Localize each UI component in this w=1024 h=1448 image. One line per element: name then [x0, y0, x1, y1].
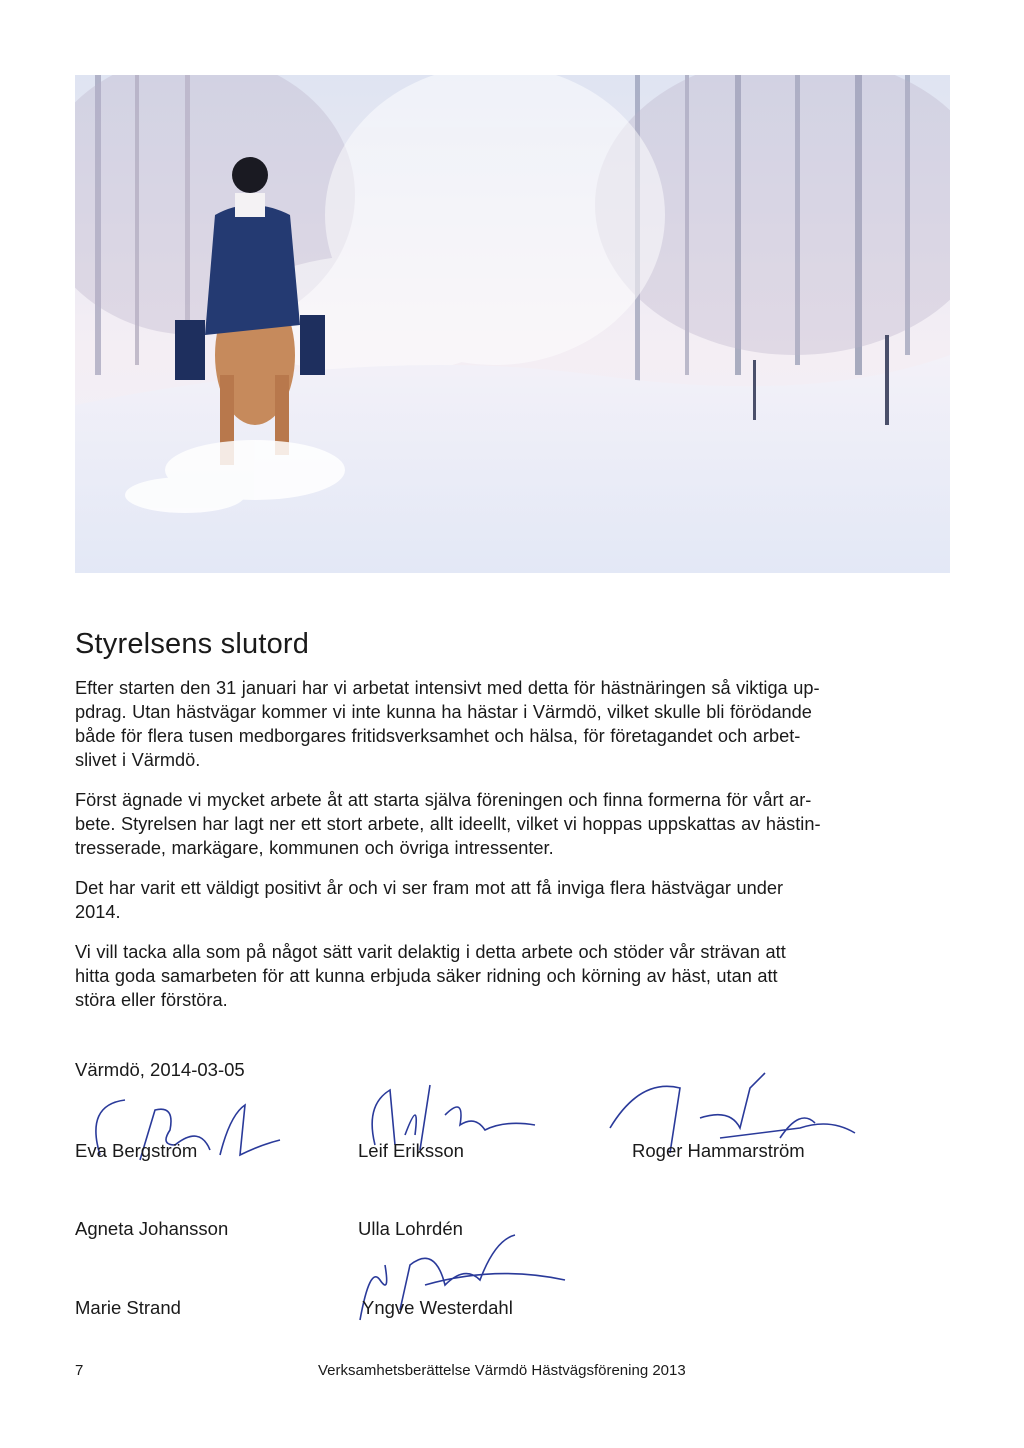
- text-line: 2014.: [75, 902, 121, 922]
- text-line: Efter starten den 31 januari har vi arbetat intensivt med detta för hästnäringen så viktiga up-: [75, 678, 820, 698]
- text-line: Vi vill tacka alla som på något sätt varit delaktig i detta arbete och stöder vår strävan att: [75, 942, 786, 962]
- place-date: Värmdö, 2014-03-05: [75, 1059, 245, 1080]
- signatory-name: Eva Bergström: [75, 1140, 198, 1161]
- cover-photo: [75, 75, 950, 573]
- text-line: både för flera tusen medborgares fritidsverksamhet och hälsa, för företagandet och arbet-: [75, 726, 801, 746]
- text-line: störa eller förstöra.: [75, 990, 228, 1010]
- text-line: slivet i Värmdö.: [75, 750, 201, 770]
- body-text: [75, 676, 955, 1028]
- text-line: hitta goda samarbeten för att kunna erbjuda säker ridning och körning av häst, utan att: [75, 966, 778, 986]
- signatory-name: Yngve Westerdahl: [362, 1297, 513, 1318]
- footer-title: Verksamhetsberättelse Värmdö Hästvägsförening 2013: [318, 1362, 686, 1379]
- signatory-name: Leif Eriksson: [358, 1140, 464, 1161]
- winter-rider-illustration: [75, 75, 950, 573]
- paragraph: [75, 876, 955, 924]
- signatory-name: Agneta Johansson: [75, 1218, 229, 1239]
- text-line: bete. Styrelsen har lagt ner ett stort arbete, allt ideellt, vilket vi hoppas uppskattas av hästin-: [75, 814, 821, 834]
- paragraph: [75, 676, 955, 772]
- page-number: 7: [75, 1362, 84, 1379]
- signatory-name: Marie Strand: [75, 1297, 181, 1318]
- text-line: tresserade, markägare, kommunen och övriga intressenter.: [75, 838, 554, 858]
- paragraph: [75, 940, 955, 1012]
- text-line: Det har varit ett väldigt positivt år och vi ser fram mot att få inviga flera hästvägar under: [75, 878, 784, 898]
- signatory-name: Ulla Lohrdén: [358, 1218, 463, 1239]
- paragraph: [75, 788, 955, 860]
- signatory-name: Roger Hammarström: [632, 1140, 805, 1161]
- text-line: pdrag. Utan hästvägar kommer vi inte kunna ha hästar i Värmdö, vilket skulle bli förödande: [75, 702, 812, 722]
- text-line: Först ägnade vi mycket arbete åt att starta själva föreningen och finna formerna för vårt ar-: [75, 790, 812, 810]
- page-title: Styrelsens slutord: [75, 628, 310, 660]
